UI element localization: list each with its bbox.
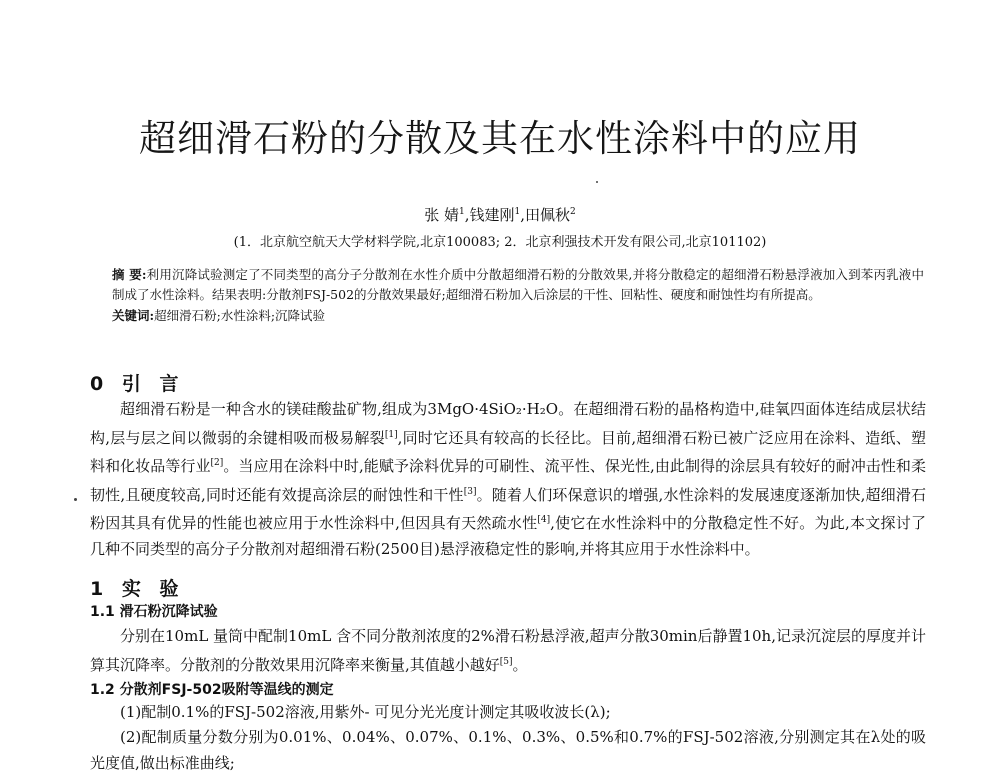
body-text: 超细滑石粉是一种含水的镁硅酸盐矿物,组成为3MgO·4SiO₂·H₂O。在超细滑石粉的晶格构造中,硅氧四面体连结成层状结构,层与层之间以微弱的余键相吸而极易解裂 [90,400,926,447]
author-separator: , [464,206,470,224]
author-affil-mark: 1 [458,207,465,217]
author-name: 张 婧 [424,206,459,224]
author-affil-mark: 2 [570,207,576,217]
citation: [2] [210,458,224,468]
author-line [0,204,1000,225]
section-heading-experiment: 1 实 验 [90,578,185,600]
citation: [3] [463,486,477,497]
author-name: 钱建刚 [469,206,515,224]
body-text: 分别在10mL 量筒中配制10mL 含不同分散剂浓度的2%滑石粉悬浮液,超声分散30min后静置10h,记录沉淀层的厚度并计算其沉降率。分散剂的分散效果用沉降率来衡量,其值越小越好 [90,627,926,674]
affiliation: (1．北京航空航天大学材料学院,北京100083; 2．北京利强技术开发有限公司,北京101102) [233,235,767,250]
keywords-paragraph [112,306,924,326]
intro-paragraph [90,397,926,562]
abstract-block [112,265,924,326]
abstract-text: 利用沉降试验测定了不同类型的高分子分散剂在水性介质中分散超细滑石粉的分散效果,并将分散稳定的超细滑石粉悬浮液加入到苯丙乳液中制成了水性涂料。结果表明:分散剂FSJ-502的分散效果最好;超细滑石粉加入后涂层的干性、回粘性、硬度和耐蚀性均有所提高。 [112,267,924,302]
scan-speck [596,181,598,183]
section-heading-intro: 0 引 言 [90,373,185,395]
citation: [5] [499,656,513,667]
abstract-label: 摘 要: [112,267,147,282]
scan-speck [74,498,77,501]
paper-title: 超细滑石粉的分散及其在水性涂料中的应用 [139,117,861,160]
keywords-label: 关键词: [112,308,155,323]
subsection-heading-1-2: 1.2 分散剂FSJ-502吸附等温线的测定 [90,682,334,698]
procedure-step-2: (2)配制质量分数分别为0.01%、0.04%、0.07%、0.1%、0.3%、0.5%和0.7%的FSJ-502溶液,分别测定其在λ处的吸光度值,做出标准曲线; [90,728,926,772]
procedure-step-1: (1)配制0.1%的FSJ-502溶液,用紫外- 可见分光光度计测定其吸收波长(λ); [120,703,611,721]
body-text: 。 [512,655,528,674]
author-separator: , [520,206,526,224]
body-text: 。随着人们环保意识的增强,水性涂料的发展速度逐渐加快,超细滑石粉因其具有优异的性能也被应用于水性涂料中,但因具有天然疏水性 [90,485,926,532]
body-text: ,同时它还具有较高的长径比。目前,超细滑石粉已被广泛应用在涂料、造纸、塑料和化妆品等行业 [90,428,926,475]
citation: [1] [384,429,398,440]
experiment-paragraph-1-1 [90,624,926,678]
author-affil-mark: 1 [514,207,521,217]
author-name: 田佩秋 [525,206,571,224]
body-text: 。当应用在涂料中时,能赋予涂料优异的可刷性、流平性、保光性,由此制得的涂层具有较好的耐冲击性和柔韧性,且硬度较高,同时还能有效提高涂层的耐蚀性和干性 [90,457,926,504]
abstract-paragraph [112,265,924,305]
citation: [4] [537,515,551,525]
keywords-text: 超细滑石粉;水性涂料;沉降试验 [154,308,326,323]
subsection-heading-1-1: 1.1 滑石粉沉降试验 [90,604,218,620]
body-text: ,使它在水性涂料中的分散稳定性不好。为此,本文探讨了几种不同类型的高分子分散剂对超细滑石粉(2500目)悬浮液稳定性的影响,并将其应用于水性涂料中。 [90,514,926,558]
